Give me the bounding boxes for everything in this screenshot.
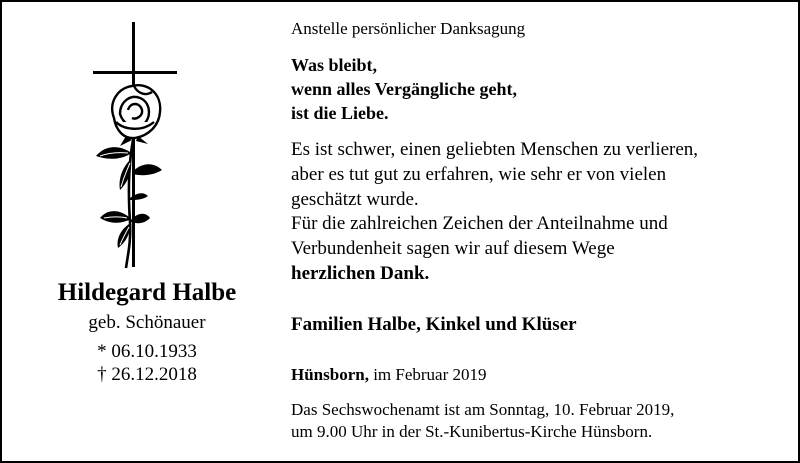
thanks-line: geschätzt wurde. [291, 188, 419, 210]
thanks-line: Es ist schwer, einen geliebten Menschen zu verlieren, [291, 139, 699, 160]
place-date [291, 364, 487, 386]
life-dates [2, 340, 292, 386]
birth-date: * 06.10.1933 [97, 341, 197, 362]
place-town: Hünsborn, [291, 365, 369, 384]
thanks-line: Verbundenheit sagen wir auf diesem Wege [291, 238, 615, 260]
families-signature: Familien Halbe, Kinkel und Klüser [291, 314, 577, 335]
quote-line: ist die Liebe. [291, 103, 389, 123]
message-panel [291, 2, 791, 461]
deceased-panel [2, 2, 292, 461]
quote-line: wenn alles Vergängliche geht, [291, 79, 518, 99]
death-date: † 26.12.2018 [97, 364, 197, 385]
quote-block [291, 53, 517, 125]
service-line: Das Sechswochenamt ist am Sonntag, 10. Februar 2019, [291, 400, 675, 419]
place-month: im Februar 2019 [368, 365, 487, 384]
birth-name: geb. Schönauer [88, 312, 206, 333]
thanks-closing: herzlichen Dank. [291, 262, 430, 284]
service-info [291, 399, 674, 443]
thanks-text [291, 138, 698, 287]
thanks-line: Für die zahlreichen Zeichen der Anteilnahme und [291, 213, 668, 235]
service-line: um 9.00 Uhr in der St.-Kunibertus-Kirche Hünsborn. [291, 422, 653, 441]
intro-line: Anstelle persönlicher Danksagung [291, 19, 526, 38]
cross-with-rose-icon [80, 22, 190, 272]
quote-line: Was bleibt, [291, 55, 378, 75]
deceased-name: Hildegard Halbe [57, 279, 237, 306]
thanks-line: aber es tut gut zu erfahren, wie sehr er von vielen [291, 163, 667, 185]
